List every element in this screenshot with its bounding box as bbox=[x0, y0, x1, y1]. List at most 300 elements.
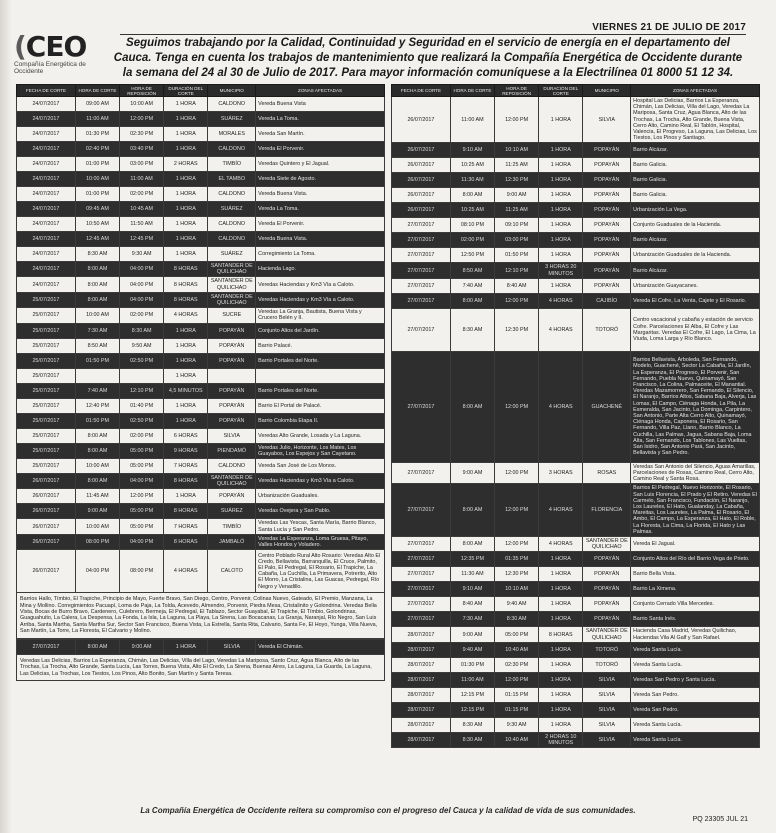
cell-date: 27/07/2017 bbox=[392, 263, 451, 278]
cell-duration: 1 HORA bbox=[164, 232, 208, 247]
cell-municipality: POPAYÁN bbox=[583, 612, 631, 627]
cell-end: 9:30 AM bbox=[495, 717, 539, 732]
cell-end: 12:00 PM bbox=[495, 537, 539, 552]
cell-zones: Vereda El Porvenir. bbox=[256, 142, 385, 157]
cell-date: 26/07/2017 bbox=[17, 504, 76, 519]
cell-zones: Barrio Galicia. bbox=[631, 188, 760, 203]
cell-municipality: SANTANDER DE QUILICHAO bbox=[208, 292, 256, 307]
table-row bbox=[17, 97, 385, 112]
cell-end: 12:45 PM bbox=[120, 232, 164, 247]
table-row bbox=[392, 552, 760, 567]
cell-date: 27/07/2017 bbox=[392, 582, 451, 597]
cell-date: 27/07/2017 bbox=[392, 248, 451, 263]
cell-date: 27/07/2017 bbox=[392, 278, 451, 293]
cell-duration: 7 HORAS bbox=[164, 519, 208, 534]
cell-zones: Vereda Santa Lucía. bbox=[631, 657, 760, 672]
logo-name: CEO bbox=[25, 30, 87, 63]
cell-municipality: CAJIBÍO bbox=[583, 293, 631, 308]
cell-municipality: SILVIA bbox=[208, 428, 256, 443]
column-header: ZONAS AFECTADAS bbox=[631, 85, 760, 97]
table-row bbox=[17, 428, 385, 443]
cell-date: 25/07/2017 bbox=[17, 368, 76, 383]
table-row bbox=[392, 567, 760, 582]
cell-date: 26/07/2017 bbox=[392, 188, 451, 203]
table-row bbox=[392, 278, 760, 293]
table-row bbox=[392, 188, 760, 203]
cell-date: 25/07/2017 bbox=[17, 413, 76, 428]
cell-end: 04:00 PM bbox=[120, 534, 164, 549]
cell-duration: 1 HORA bbox=[539, 143, 583, 158]
cell-start: 8:00 AM bbox=[75, 292, 119, 307]
cell-municipality: CALDONO bbox=[208, 142, 256, 157]
cell-zones: Conjunto Altos del Jardín. bbox=[256, 323, 385, 338]
cell-zones: Urbanización La Vega. bbox=[631, 203, 760, 218]
cell-municipality: SILVIA bbox=[583, 687, 631, 702]
table-row bbox=[17, 504, 385, 519]
cell-duration: 1 HORA bbox=[539, 203, 583, 218]
cell-zones: Barrio Alcázar. bbox=[631, 143, 760, 158]
cell-date: 26/07/2017 bbox=[392, 143, 451, 158]
cell-municipality: POPAYÁN bbox=[208, 413, 256, 428]
schedule-columns bbox=[16, 84, 760, 800]
cell-start: 8:00 AM bbox=[450, 293, 494, 308]
cell-end: 05:00 PM bbox=[120, 504, 164, 519]
cell-zones: Barrio Alcázar. bbox=[631, 263, 760, 278]
cell-zones: Veredas Julio, Horizonte, Los Mates, Los Guayabos, Los Espejos y San Cayetano. bbox=[256, 443, 385, 458]
cell-start: 8:50 AM bbox=[75, 338, 119, 353]
cell-zones: Conjunto Guaduales de la Hacienda. bbox=[631, 218, 760, 233]
cell-municipality: POPAYÁN bbox=[208, 383, 256, 398]
cell-municipality: POPAYÁN bbox=[583, 567, 631, 582]
table-row bbox=[17, 534, 385, 549]
cell-duration: 1 HORA bbox=[539, 657, 583, 672]
cell-zones: Barrio La Ximena. bbox=[631, 582, 760, 597]
table-row bbox=[392, 143, 760, 158]
cell-date: 26/07/2017 bbox=[392, 97, 451, 143]
cell-date: 27/07/2017 bbox=[392, 462, 451, 484]
cell-date: 26/07/2017 bbox=[392, 203, 451, 218]
cell-start: 10:00 AM bbox=[75, 519, 119, 534]
cell-zones: Vereda Siete de Agosto. bbox=[256, 172, 385, 187]
cell-date: 27/07/2017 bbox=[392, 293, 451, 308]
cell-duration: 1 HORA bbox=[539, 687, 583, 702]
table-row bbox=[17, 292, 385, 307]
cell-zones: Hacienda Lago. bbox=[256, 262, 385, 277]
cell-date: 27/07/2017 bbox=[392, 351, 451, 462]
cell-zones: Vereda Buena Vista. bbox=[256, 232, 385, 247]
cell-date: 25/07/2017 bbox=[17, 308, 76, 323]
cell-start: 10:25 AM bbox=[450, 203, 494, 218]
cell-date: 26/07/2017 bbox=[17, 474, 76, 489]
cell-start: 8:00 AM bbox=[75, 277, 119, 292]
cell-zones: Vereda La Toma. bbox=[256, 112, 385, 127]
cell-end: 12:30 PM bbox=[495, 173, 539, 188]
cell-date: 24/07/2017 bbox=[17, 142, 76, 157]
cell-date: 28/07/2017 bbox=[392, 672, 451, 687]
column-header: FECHA DE CORTE bbox=[392, 85, 451, 97]
cell-start: 11:00 AM bbox=[450, 97, 494, 143]
cell-municipality: POPAYÁN bbox=[208, 323, 256, 338]
cell-zones: Vereda Buena Vista bbox=[256, 97, 385, 112]
cell-municipality: SUÁREZ bbox=[208, 112, 256, 127]
cell-end: 11:50 AM bbox=[120, 217, 164, 232]
cell-zones: Barrio Bella Vista. bbox=[631, 567, 760, 582]
table-row bbox=[17, 157, 385, 172]
cell-end: 12:10 PM bbox=[120, 383, 164, 398]
right-schedule-table bbox=[391, 84, 760, 748]
cell-date: 25/07/2017 bbox=[17, 428, 76, 443]
cell-date: 26/07/2017 bbox=[17, 489, 76, 504]
cell-duration: 4 HORAS bbox=[539, 293, 583, 308]
cell-duration: 1 HORA bbox=[164, 97, 208, 112]
cell-duration: 7 HORAS bbox=[164, 459, 208, 474]
cell-start: 9:40 AM bbox=[450, 642, 494, 657]
cell-start: 08:10 PM bbox=[450, 218, 494, 233]
cell-duration: 1 HORA bbox=[539, 597, 583, 612]
cell-municipality bbox=[208, 368, 256, 383]
cell-start: 10:00 AM bbox=[75, 172, 119, 187]
table-row bbox=[392, 657, 760, 672]
cell-municipality: EL TAMBO bbox=[208, 172, 256, 187]
table-cell: SILVIA bbox=[208, 639, 256, 654]
cell-date: 28/07/2017 bbox=[392, 687, 451, 702]
table-row bbox=[17, 489, 385, 504]
cell-start: 8:00 AM bbox=[75, 474, 119, 489]
cell-end: 02:50 PM bbox=[120, 353, 164, 368]
cell-start bbox=[75, 368, 119, 383]
table-row bbox=[392, 717, 760, 732]
cell-start: 8:30 AM bbox=[75, 247, 119, 262]
cell-duration: 8 HORAS bbox=[539, 627, 583, 642]
cell-date: 27/07/2017 bbox=[392, 612, 451, 627]
cell-date: 28/07/2017 bbox=[392, 717, 451, 732]
cell-municipality: GUACHENÉ bbox=[583, 351, 631, 462]
cell-date: 27/07/2017 bbox=[392, 233, 451, 248]
cell-start: 01:00 PM bbox=[75, 157, 119, 172]
table-row bbox=[17, 474, 385, 489]
cell-duration: 3 HORAS 20 MINUTOS bbox=[539, 263, 583, 278]
cell-date: 24/07/2017 bbox=[17, 262, 76, 277]
cell-start: 02:40 PM bbox=[75, 142, 119, 157]
cell-date: 26/07/2017 bbox=[392, 158, 451, 173]
cell-end: 05:00 PM bbox=[120, 459, 164, 474]
footer-message: La Compañía Energética de Occidente reitera su compromiso con el progreso del Cauca y la calidad de vida de sus comunidades. bbox=[140, 806, 636, 815]
cell-date: 26/07/2017 bbox=[392, 173, 451, 188]
cell-end: 8:40 AM bbox=[495, 278, 539, 293]
cell-start: 8:00 AM bbox=[450, 351, 494, 462]
column-header: HORA DE REPOSICIÓN bbox=[495, 85, 539, 97]
cell-duration: 4 HORAS bbox=[164, 308, 208, 323]
table-row bbox=[392, 351, 760, 462]
cell-zones: Veredas Haciendas y Km3 Vía a Caloto. bbox=[256, 474, 385, 489]
cell-zones: Barrio Palacé. bbox=[256, 338, 385, 353]
cell-duration: 1 HORA bbox=[539, 97, 583, 143]
cell-duration: 1 HORA bbox=[164, 323, 208, 338]
cell-municipality: POPAYÁN bbox=[583, 218, 631, 233]
cell-duration: 1 HORA bbox=[539, 248, 583, 263]
cell-end: 05:00 PM bbox=[120, 519, 164, 534]
cell-end: 12:00 PM bbox=[495, 484, 539, 537]
cell-duration: 2 HORAS 10 MINUTOS bbox=[539, 732, 583, 747]
cell-zones bbox=[256, 368, 385, 383]
cell-duration: 1 HORA bbox=[539, 218, 583, 233]
cell-duration: 1 HORA bbox=[539, 672, 583, 687]
cell-start: 9:00 AM bbox=[450, 627, 494, 642]
cell-start: 02:00 PM bbox=[450, 233, 494, 248]
cell-municipality: SANTANDER DE QUILICHAO bbox=[208, 474, 256, 489]
left-last-body bbox=[17, 639, 385, 654]
cell-municipality: SILVIA bbox=[583, 97, 631, 143]
cell-duration: 1 HORA bbox=[164, 112, 208, 127]
table-row bbox=[392, 627, 760, 642]
cell-date: 26/07/2017 bbox=[17, 550, 76, 593]
cell-date: 25/07/2017 bbox=[17, 323, 76, 338]
table-row bbox=[392, 582, 760, 597]
cell-municipality: TOTORÓ bbox=[583, 308, 631, 351]
cell-zones: Vereda San Martín. bbox=[256, 127, 385, 142]
cell-municipality: FLORENCIA bbox=[583, 484, 631, 537]
cell-duration: 1 HORA bbox=[539, 173, 583, 188]
cell-zones: Vereda San José de Los Monos. bbox=[256, 459, 385, 474]
cell-municipality: POPAYÁN bbox=[583, 143, 631, 158]
cell-date: 25/07/2017 bbox=[17, 353, 76, 368]
table-row bbox=[17, 519, 385, 534]
cell-zones: Veredas La Esperanza, Loma Gruesa, Pitayo, Valles Hondos y Voladero. bbox=[256, 534, 385, 549]
cell-duration: 1 HORA bbox=[164, 142, 208, 157]
cell-end: 02:00 PM bbox=[120, 187, 164, 202]
cell-duration: 1 HORA bbox=[539, 582, 583, 597]
cell-municipality: POPAYÁN bbox=[583, 248, 631, 263]
cell-municipality: SANTANDER DE QUILICHAO bbox=[583, 537, 631, 552]
cell-duration: 4 HORAS bbox=[539, 537, 583, 552]
cell-zones: Barrio Galicia. bbox=[631, 158, 760, 173]
table-row bbox=[392, 203, 760, 218]
cell-start: 8:50 AM bbox=[450, 263, 494, 278]
cell-municipality: TOTORÓ bbox=[583, 642, 631, 657]
cell-duration: 1 HORA bbox=[164, 172, 208, 187]
cell-municipality: SILVIA bbox=[583, 732, 631, 747]
cell-duration: 1 HORA bbox=[164, 413, 208, 428]
cell-zones: Vereda El Porvenir. bbox=[256, 217, 385, 232]
column-header: ZONAS AFECTADAS bbox=[256, 85, 385, 97]
cell-end: 03:00 PM bbox=[495, 233, 539, 248]
cell-start: 11:00 AM bbox=[75, 112, 119, 127]
header-rule bbox=[120, 34, 746, 35]
table-row bbox=[17, 308, 385, 323]
cell-zones: Veredas La Granja, Bautista, Buena Vista y Crucero Belén y II. bbox=[256, 308, 385, 323]
cell-date: 28/07/2017 bbox=[392, 627, 451, 642]
cell-duration: 8 HORAS bbox=[164, 534, 208, 549]
column-header: HORA DE CORTE bbox=[450, 85, 494, 97]
cell-end: 12:00 PM bbox=[120, 112, 164, 127]
cell-end: 12:30 PM bbox=[495, 308, 539, 351]
table-row bbox=[17, 112, 385, 127]
cell-date: 24/07/2017 bbox=[17, 247, 76, 262]
cell-zones: Vereda La Toma. bbox=[256, 202, 385, 217]
cell-duration: 8 HORAS bbox=[164, 504, 208, 519]
cell-duration: 1 HORA bbox=[164, 127, 208, 142]
cell-date: 24/07/2017 bbox=[17, 232, 76, 247]
left-note: Barrios Hallo, Tímbio, El Trapiche, Principio de Mayo, Fuerte Bravo, San Diego, Centro, Porvenir, Colinas Nuevo, Gateado, El Premio, Manzana, La Mina y Mollino. Corregimientos Pacuapí, Loma de Paja, La Tolda, Acevedo, Almendro, Porvenir, Piedra Mesa, Cristalinito y Golondrina. Veredas Bella Vista, Bocas de Burro Bravo, Cardenero, Culebrero, Bermeja, El Pedregal, El Tablazo, Sector Guayabal, El Trapiche, El Tímbio, Golondrinas, Guaguahuito, La Calera, La Despensa, La Fonda, La Isla, La Laguna, La Playa, La Sirena, Las Bocacanas, La Granja, Naranjal, Río Negro, San Luis Arriba, Santa Martha, Santa Martha Sur, Sector San Francisco, Buena Vista, La Estrella, Santa Rita, Calvario, Santa Fe, El Hoyo, Yunga, Villa Nueva, San Martín, La Torre, La Floresta, El Calvario y Molino. bbox=[16, 593, 385, 638]
cell-zones: Barrio Portales del Norte. bbox=[256, 383, 385, 398]
cell-end: 12:00 PM bbox=[495, 351, 539, 462]
table-row bbox=[17, 142, 385, 157]
cell-zones: Barrio Santa Inés. bbox=[631, 612, 760, 627]
table-row bbox=[17, 247, 385, 262]
table-row bbox=[17, 232, 385, 247]
cell-municipality: POPAYÁN bbox=[208, 398, 256, 413]
cell-municipality: CALDONO bbox=[208, 217, 256, 232]
cell-zones: Veredas Alto Grande, Losada y La Laguna. bbox=[256, 428, 385, 443]
cell-municipality: CALDONO bbox=[208, 187, 256, 202]
table-row bbox=[392, 672, 760, 687]
cell-date: 24/07/2017 bbox=[17, 217, 76, 232]
cell-start: 9:00 AM bbox=[75, 504, 119, 519]
cell-start: 8:00 AM bbox=[450, 537, 494, 552]
left-last-table bbox=[16, 639, 385, 655]
table-row bbox=[17, 202, 385, 217]
cell-end: 04:00 PM bbox=[120, 474, 164, 489]
cell-date: 28/07/2017 bbox=[392, 702, 451, 717]
cell-municipality: SUÁREZ bbox=[208, 202, 256, 217]
cell-municipality: SUCRE bbox=[208, 308, 256, 323]
cell-date: 25/07/2017 bbox=[17, 443, 76, 458]
page-fold-shadow bbox=[0, 0, 12, 833]
cell-end: 12:00 PM bbox=[495, 293, 539, 308]
cell-duration: 1 HORA bbox=[164, 217, 208, 232]
cell-municipality: PIENDAMÓ bbox=[208, 443, 256, 458]
cell-start: 7:40 AM bbox=[75, 383, 119, 398]
table-row bbox=[17, 323, 385, 338]
cell-zones: Vereda San Pedro. bbox=[631, 687, 760, 702]
cell-duration: 2 HORAS bbox=[164, 157, 208, 172]
cell-end: 01:50 PM bbox=[495, 248, 539, 263]
cell-date: 24/07/2017 bbox=[17, 97, 76, 112]
publication-date: VIERNES 21 DE JULIO DE 2017 bbox=[592, 22, 746, 33]
cell-municipality: SANTANDER DE QUILICHAO bbox=[583, 627, 631, 642]
cell-date: 24/07/2017 bbox=[17, 112, 76, 127]
cell-zones: Barrio Colombia Etapa II. bbox=[256, 413, 385, 428]
left-header-row bbox=[17, 85, 385, 97]
left-schedule-table bbox=[16, 84, 385, 593]
cell-end: 02:30 PM bbox=[495, 657, 539, 672]
table-row bbox=[17, 262, 385, 277]
cell-end: 9:30 AM bbox=[120, 247, 164, 262]
cell-duration: 3 HORAS bbox=[539, 462, 583, 484]
cell-start: 12:15 PM bbox=[450, 702, 494, 717]
cell-duration: 1 HORA bbox=[164, 187, 208, 202]
cell-end: 09:10 PM bbox=[495, 218, 539, 233]
cell-municipality: POPAYÁN bbox=[583, 203, 631, 218]
cell-zones: Barrios Bellavista, Arboleda, San Fernando, Modelo, Guachené, Sector La Cabaña, El Jardín, La Esperanza, El Progreso, El Porvenir, San Fernando, Puebla Nuevo, Quinamayó, San Francisco, La Colina, Palmaceite, El Manantial. Veredas Mazamorrero, San Fernando, El Silencio, El Naranjo, Barrios Altos, Sabana Baja, Alverja, Las Lomas, El Campo, Ciénaga Honda, La Pila, La Esmeralda, San Jacinto, La Dominga, Carpintero, San Antonio, Parte Alta Cerro Alto, Quinamayó, Ciénaga Honda, Caponera, El Rosario, San Fernando, Villa Paz, Llano, Barrio Blanco, La Cuchilla, Las Palmas, Jagua, Sabana Baja, Loma Alta, San Fernando, Los Tablones, Las Vueltas, San Isidro, San Antonio Pará, San Jacinto, Bellavista y San Pedro. bbox=[631, 351, 760, 462]
cell-end: 01:15 PM bbox=[495, 702, 539, 717]
cell-end: 9:00 AM bbox=[495, 188, 539, 203]
cell-start: 01:50 PM bbox=[75, 353, 119, 368]
table-cell: Vereda El Chimán. bbox=[256, 639, 385, 654]
table-row bbox=[392, 158, 760, 173]
cell-zones: Centro vacacional y cabaña y estación de servicio Cofre. Parcelaciones El Alba, El Cofre y Las Margaritas. Veredas El Cofre, El Lago, La Cima, La Viuda, Loma Larga y Río Blanco. bbox=[631, 308, 760, 351]
cell-zones: Hacienda Casa Madrid, Veredas Quilichao, Haciendas Vila Al Galf y San Rafael. bbox=[631, 627, 760, 642]
cell-duration: 1 HORA bbox=[539, 567, 583, 582]
cell-end: 04:00 PM bbox=[120, 292, 164, 307]
cell-zones: Hospital Las Delicias, Barrios La Esperanza, Chimán, Las Delicias, Villa del Lago, Veredas La Mariposa, Santa Cruz, Agua Blanca, Alto de las Trochas, La Trocha, Alto Grande, Buena Vista, Cerro Alto, Camino Real, El Tablón, Hospital, Valencia, El Progreso, La Laguna, Las Delicias, Los Tiestos, Los Pinos y Santiago. bbox=[631, 97, 760, 143]
cell-date: 24/07/2017 bbox=[17, 157, 76, 172]
cell-start: 01:30 PM bbox=[450, 657, 494, 672]
cell-start: 01:00 PM bbox=[75, 187, 119, 202]
cell-date: 24/07/2017 bbox=[17, 202, 76, 217]
cell-zones: Veredas Ovejera y San Pablo. bbox=[256, 504, 385, 519]
cell-start: 9:10 AM bbox=[450, 582, 494, 597]
cell-end: 02:00 PM bbox=[120, 428, 164, 443]
cell-end: 12:00 PM bbox=[495, 672, 539, 687]
cell-end: 11:25 AM bbox=[495, 158, 539, 173]
left-table-body bbox=[17, 97, 385, 593]
table-row bbox=[392, 308, 760, 351]
cell-zones: Vereda San Pedro. bbox=[631, 702, 760, 717]
logo-c-icon: ( bbox=[14, 30, 26, 63]
cell-start: 01:50 PM bbox=[75, 413, 119, 428]
cell-duration: 8 HORAS bbox=[164, 474, 208, 489]
cell-start: 11:30 AM bbox=[450, 567, 494, 582]
cell-date: 27/07/2017 bbox=[392, 218, 451, 233]
table-row bbox=[392, 612, 760, 627]
table-row bbox=[392, 702, 760, 717]
cell-municipality: POPAYÁN bbox=[208, 338, 256, 353]
cell-municipality: SUÁREZ bbox=[208, 504, 256, 519]
cell-municipality: TIMBÍO bbox=[208, 519, 256, 534]
cell-start: 8:00 AM bbox=[75, 428, 119, 443]
cell-end: 03:00 PM bbox=[120, 157, 164, 172]
cell-zones: Conjunto Cerrado Villa Mercedes. bbox=[631, 597, 760, 612]
cell-start: 9:10 AM bbox=[450, 143, 494, 158]
cell-municipality: POPAYÁN bbox=[583, 188, 631, 203]
cell-municipality: CALDONO bbox=[208, 459, 256, 474]
cell-start: 12:15 PM bbox=[450, 687, 494, 702]
cell-end: 9:40 AM bbox=[495, 597, 539, 612]
table-row bbox=[392, 233, 760, 248]
cell-end: 11:00 AM bbox=[120, 172, 164, 187]
table-row bbox=[392, 537, 760, 552]
cell-municipality: TIMBÍO bbox=[208, 157, 256, 172]
column-header: DURACIÓN DEL CORTE bbox=[539, 85, 583, 97]
cell-end: 10:10 AM bbox=[495, 143, 539, 158]
column-header: DURACIÓN DEL CORTE bbox=[164, 85, 208, 97]
cell-end: 10:40 AM bbox=[495, 642, 539, 657]
cell-municipality: SUÁREZ bbox=[208, 247, 256, 262]
cell-municipality: POPAYÁN bbox=[583, 552, 631, 567]
cell-duration: 1 HORA bbox=[164, 247, 208, 262]
cell-start: 8:00 AM bbox=[75, 443, 119, 458]
table-row bbox=[392, 597, 760, 612]
cell-start: 10:25 AM bbox=[450, 158, 494, 173]
table-cell: 8:00 AM bbox=[75, 639, 119, 654]
cell-municipality: POPAYÁN bbox=[583, 278, 631, 293]
cell-date: 24/07/2017 bbox=[17, 127, 76, 142]
cell-start: 9:00 AM bbox=[450, 462, 494, 484]
cell-start: 09:45 AM bbox=[75, 202, 119, 217]
cell-municipality: POPAYÁN bbox=[208, 489, 256, 504]
column-header: HORA DE CORTE bbox=[75, 85, 119, 97]
cell-duration: 4 HORAS bbox=[539, 308, 583, 351]
cell-start: 7:40 AM bbox=[450, 278, 494, 293]
cell-zones: Urbanización Guaduales de la Hacienda. bbox=[631, 248, 760, 263]
cell-zones: Urbanización Guayacanes. bbox=[631, 278, 760, 293]
table-row bbox=[17, 172, 385, 187]
cell-duration: 1 HORA bbox=[539, 642, 583, 657]
logo-wordmark bbox=[14, 30, 106, 63]
cell-end: 9:50 AM bbox=[120, 338, 164, 353]
table-row bbox=[392, 173, 760, 188]
